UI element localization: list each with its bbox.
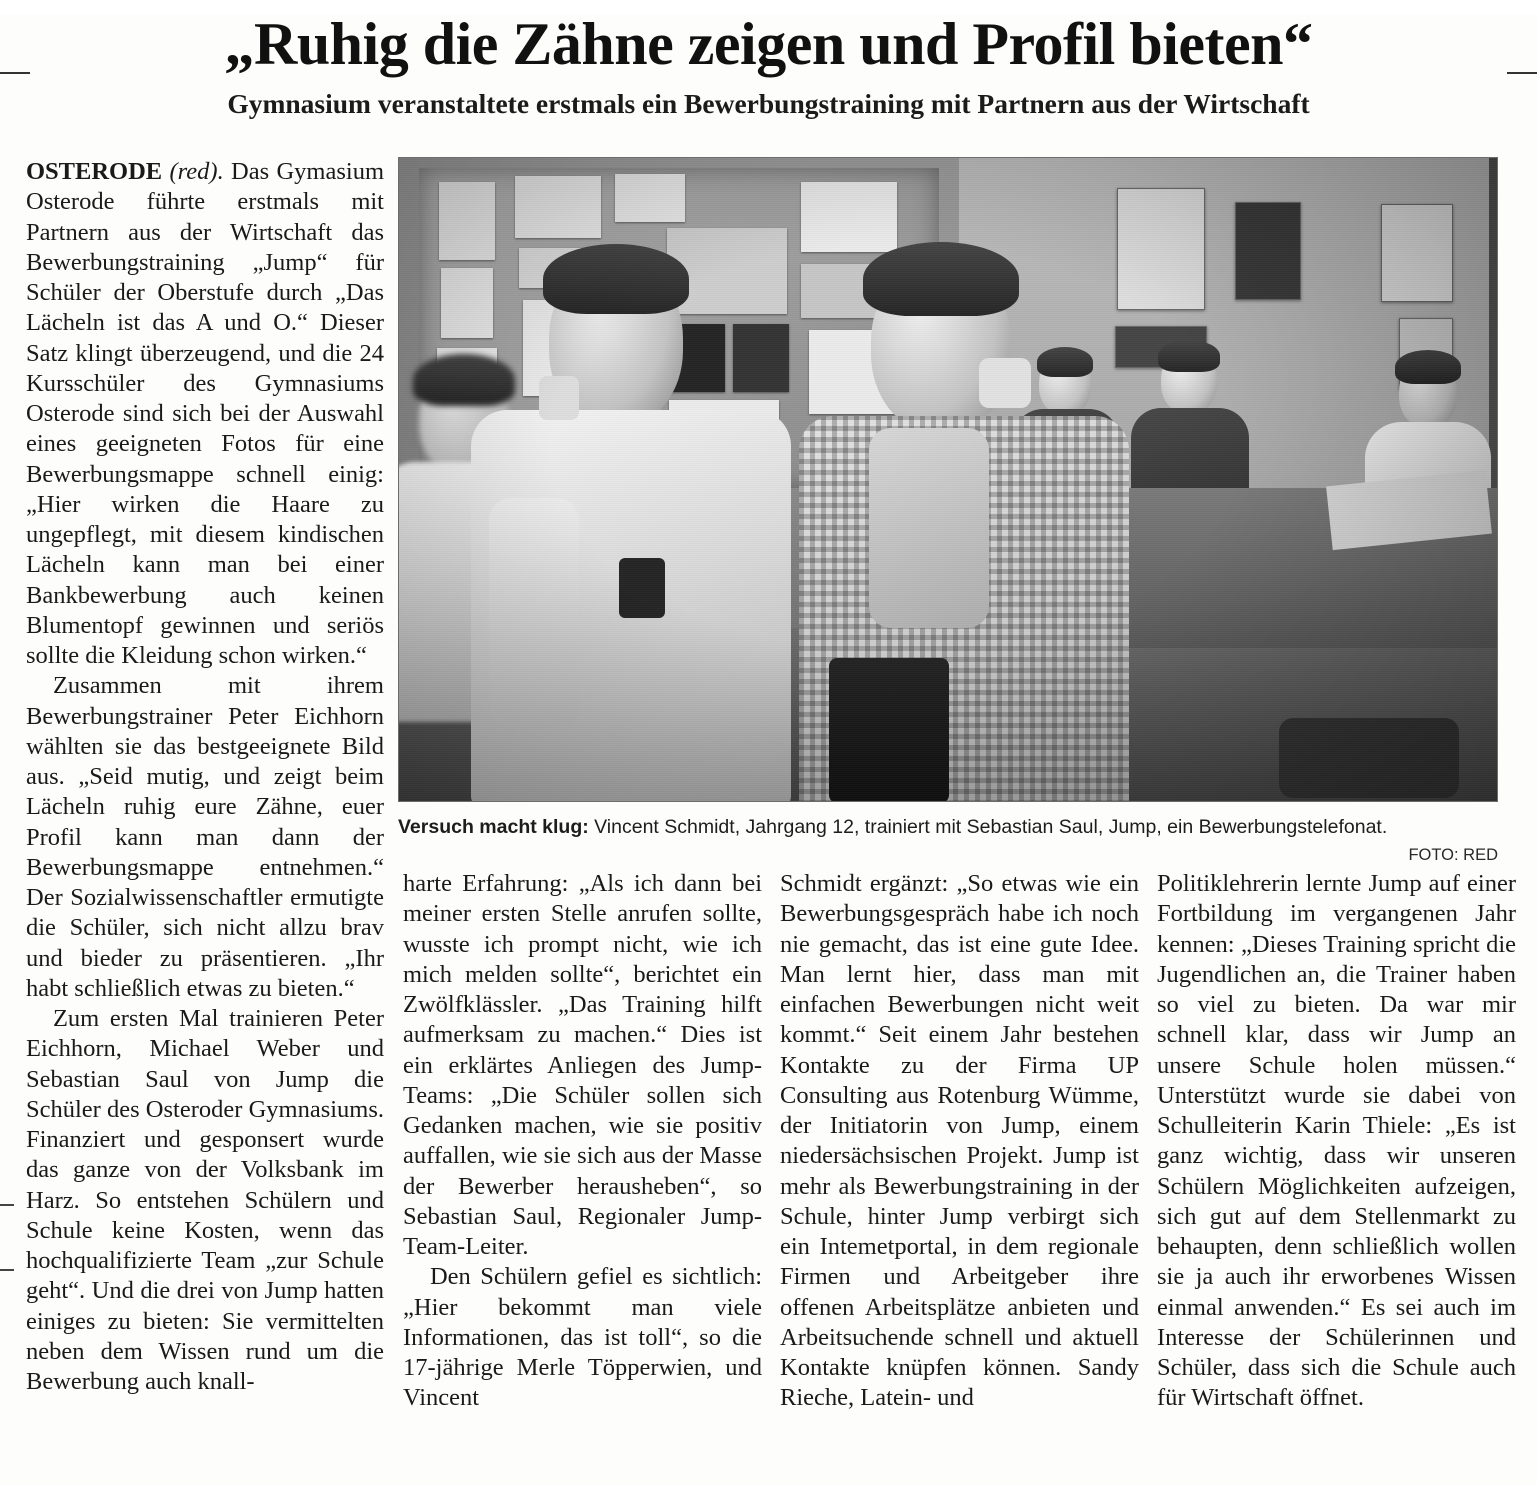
photo-grain xyxy=(399,158,1498,802)
lead-paragraph-1 xyxy=(26,157,384,671)
column-4 xyxy=(1157,869,1516,1414)
column-3-text xyxy=(780,869,1139,1414)
column-3-paragraph-1: Schmidt ergänzt: „So etwas wie ein Bewerbungsgespräch habe ich noch nie gemacht, das ist eine gute Idee. Man lernt hier, dass man mit einfachen Bewerbungen nicht weit kommt.“ Seit einem Jahr bestehen Kontakte zu der Firma UP Consulting aus Rotenburg Wümme, der Initiatorin von Jump, einem niedersächsischen Projekt. Jump ist mehr als Bewerbungstraining in der Schule, hinter Jump verbirgt sich ein Intemetportal, in dem regionale Firmen und Arbeitgeber ihre offenen Arbeitsplätze anbieten und Arbeitsuchende schnell und aktuell Kontakte knüpfen können. Sandy Rieche, Latein- und xyxy=(780,870,1139,1412)
page-title: „Ruhig die Zähne zeigen und Profil bieten“ xyxy=(224,11,1313,77)
crop-mark-left-upper xyxy=(0,1204,14,1206)
crop-mark-left-lower xyxy=(0,1269,14,1271)
column-3 xyxy=(780,869,1139,1414)
column-2-text xyxy=(403,869,762,1414)
photo-credit: FOTO: RED xyxy=(1408,845,1498,864)
column-2-paragraph-2: Den Schülern gefiel es sichtlich: „Hier bekommt man viele Informationen, das ist toll“, so die 17-jährige Merle Töpperwien, und Vincent xyxy=(403,1263,762,1412)
dateline-author: (red). xyxy=(169,158,224,185)
column-2 xyxy=(403,869,762,1414)
lead-paragraph-3: Zum ersten Mal trainieren Peter Eichhorn, Michael Weber und Sebastian Saul von Jump die Schüler des Osteroder Gymnasiums. Finanziert und gesponsert wurde das ganze von der Volksbank im Harz. So entstehen Schülern und Schule keine Kosten, wenn das hochqualifizierte Team „zur Schule geht“. Und die drei von Jump hatten einiges zu bieten: Sie vermittelten neben dem Wissen rund um die Bewerbung auch knall- xyxy=(26,1005,384,1395)
column-4-paragraph-1: Politiklehrerin lernte Jump auf einer Fortbildung im vergangenen Jahr kennen: „Dieses Training spricht die Jugendlichen an, die Trainer haben so viel zu bieten. Da war mir schnell klar, dass wir Jump an unsere Schule holen müssen.“ Unterstützt wurde sie dabei von Schulleiterin Karin Thiele: „Es ist ganz wichtig, dass wir unseren Schülern Möglichkeiten aufzeigen, sich gut auf dem Stellenmarkt zu behaupten, denn schließlich wollen sie ja auch ihr erworbenes Wissen einmal anwenden.“ Es sei auch im Interesse der Schülerinnen und Schüler, dass sich die Schule auch für Wirtschaft öffnet. xyxy=(1157,870,1516,1412)
column-2-paragraph-1: harte Erfahrung: „Als ich dann bei meiner ersten Stelle anrufen sollte, wusste ich prompt nicht, wie ich mich melden sollte“, berichtet ein Zwölfklässler. „Das Training hilft aufmerksam zu machen.“ Dies ist ein erklärtes Anliegen des Jump-Teams: „Die Schüler sollen sich Gedanken machen, wie sie positiv auffallen, wie sie sich aus der Masse der Bewerber herausheben“, so Sebastian Saul, Regionaler Jump-Team-Leiter. xyxy=(403,870,762,1260)
dateline-place: OSTERODE xyxy=(26,158,163,185)
lead-paragraph-1-text: Das Gymasium Osterode führte erstmals mit Partnern aus der Wirtschaft das Bewerbungstraining „Jump“ für Schüler der Oberstufe durch „Das Lächeln ist das A und O.“ Dieser Satz klingt überzeugend, und die 24 Kursschüler des Gymnasiums Osterode sind sich bei der Auswahl eines geeigneten Fotos für eine Bewerbungsmappe schnell einig: „Hier wirken die Haare zu ungepflegt, mit diesem kindischen Lächeln kann man bei einer Bankbewerbung auch keinen Blumentopf gewinnen und seriös sollte die Kleidung schon wirken.“ xyxy=(26,158,385,669)
photo-block xyxy=(398,157,1498,865)
lead-paragraph-2: Zusammen mit ihrem Bewerbungstrainer Peter Eichhorn wählten sie das bestgeeignete Bild aus. „Seid mutig, und zeigt beim Lächeln ruhig eure Zähne, euer Profil kann man dann der Bewerbungsmappe entnehmen.“ Der Sozialwissenschaftler ermutigte die Schüler, sich nicht allzu brav und bieder zu präsentieren. „Ihr habt schließlich etwas zu bieten.“ xyxy=(26,672,384,1002)
lower-columns xyxy=(26,869,1516,1414)
page-subtitle: Gymnasium veranstaltete erstmals ein Bewerbungstraining mit Partnern aus der Wirtschaft xyxy=(227,88,1310,119)
photo-caption-lead: Versuch macht klug: xyxy=(398,816,589,838)
column-4-text xyxy=(1157,869,1516,1414)
photo-caption xyxy=(398,815,1498,840)
rule-decoration-left xyxy=(0,72,30,74)
photo-caption-text: Vincent Schmidt, Jahrgang 12, trainiert mit Sebastian Saul, Jump, ein Bewerbungstelefonat. xyxy=(588,816,1388,838)
article-photo xyxy=(398,157,1498,802)
column-1-continued xyxy=(26,869,385,1414)
newspaper-page xyxy=(0,11,1537,1485)
rule-decoration-right xyxy=(1507,72,1537,74)
